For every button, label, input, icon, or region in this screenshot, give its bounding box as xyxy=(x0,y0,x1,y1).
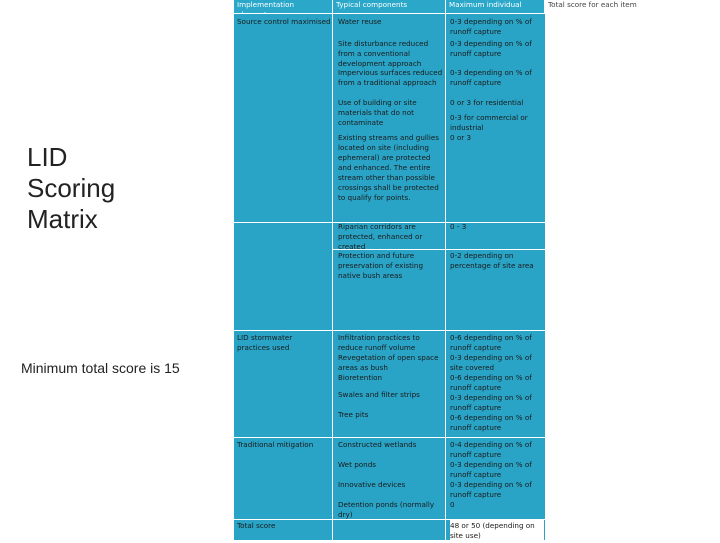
score-total: 48 or 50 (depending on site use) xyxy=(450,519,544,543)
component-detention-ponds: Detention ponds (normally dry) xyxy=(338,500,435,519)
component-constructed-wetlands: Constructed wetlands xyxy=(338,440,417,449)
header-typical-components: Typical components xyxy=(333,0,446,14)
component-infiltration: Infiltration practices to reduce runoff volume xyxy=(338,333,420,352)
component-revegetation: Revegetation of open space areas as bush xyxy=(338,353,439,372)
row-divider-4 xyxy=(234,437,545,438)
score-building-residential: 0 or 3 for residential xyxy=(450,98,524,107)
section-source-control: Source control maximised xyxy=(237,17,331,26)
score-water-reuse: 0-3 depending on % of runoff capture xyxy=(450,17,532,36)
score-impervious-surfaces: 0-3 depending on % of runoff capture xyxy=(450,68,532,87)
header-total-score-each-item: Total score for each item xyxy=(545,0,720,14)
section-lid-practices: LID stormwater practices used xyxy=(237,333,293,352)
title-line-3: Matrix xyxy=(27,204,98,234)
component-swales: Swales and filter strips xyxy=(338,390,420,399)
title-line-2: Scoring xyxy=(27,173,116,203)
score-site-disturbance: 0-3 depending on % of runoff capture xyxy=(450,39,532,58)
component-water-reuse: Water reuse xyxy=(338,17,382,26)
slide-title xyxy=(27,142,217,235)
score-native-bush: 0-2 depending on percentage of site area xyxy=(450,251,534,270)
component-innovative-devices: Innovative devices xyxy=(338,480,406,489)
score-streams: 0 or 3 xyxy=(450,133,472,142)
score-riparian: 0 - 3 xyxy=(450,222,467,231)
component-building-materials: Use of building or site materials that do not contaminate xyxy=(338,98,417,127)
score-building-commercial: 0-3 for commercial or industrial xyxy=(450,113,528,132)
title-line-1: LID xyxy=(27,142,68,172)
component-bioretention: Bioretention xyxy=(338,373,383,382)
row-divider-3 xyxy=(234,330,545,331)
component-streams-gullies: Existing streams and gullies located on site (including ephemeral) are protected and enhanced. The entire stream other than possible crossings shall be protected to qualify for points. xyxy=(338,133,440,202)
minimum-score-note: Minimum total score is 15 xyxy=(21,360,180,376)
component-wet-ponds: Wet ponds xyxy=(338,460,377,469)
header-implementation-elements: Implementation xyxy=(234,0,333,14)
component-native-bush: Protection and future preservation of existing native bush areas xyxy=(338,251,424,280)
component-tree-pits: Tree pits xyxy=(338,410,369,419)
component-impervious-surfaces: Impervious surfaces reduced from a traditional approach xyxy=(338,68,443,87)
score-lid-practices: 0-6 depending on % of runoff capture 0-3 depending on % of site covered 0-6 depending on % of runoff capture 0-3 depending on % of runoff capture 0-6 depending on % of runoff capture xyxy=(450,333,532,432)
section-traditional-mitigation: Traditional mitigation xyxy=(237,440,314,449)
header-maximum-individual-score: Maximum individual xyxy=(446,0,545,14)
column-divider-2 xyxy=(445,14,446,540)
column-divider-1 xyxy=(332,14,333,540)
scoring-matrix-table xyxy=(234,0,720,540)
score-traditional-mitigation: 0-4 depending on % of runoff capture 0-3 depending on % of runoff capture 0-3 depending on % of runoff capture 0 xyxy=(450,440,532,509)
section-total-score: Total score xyxy=(237,521,276,530)
component-riparian-corridors: Riparian corridors are protected, enhanced or created xyxy=(338,222,423,251)
component-site-disturbance: Site disturbance reduced from a conventional development approach xyxy=(338,39,429,68)
